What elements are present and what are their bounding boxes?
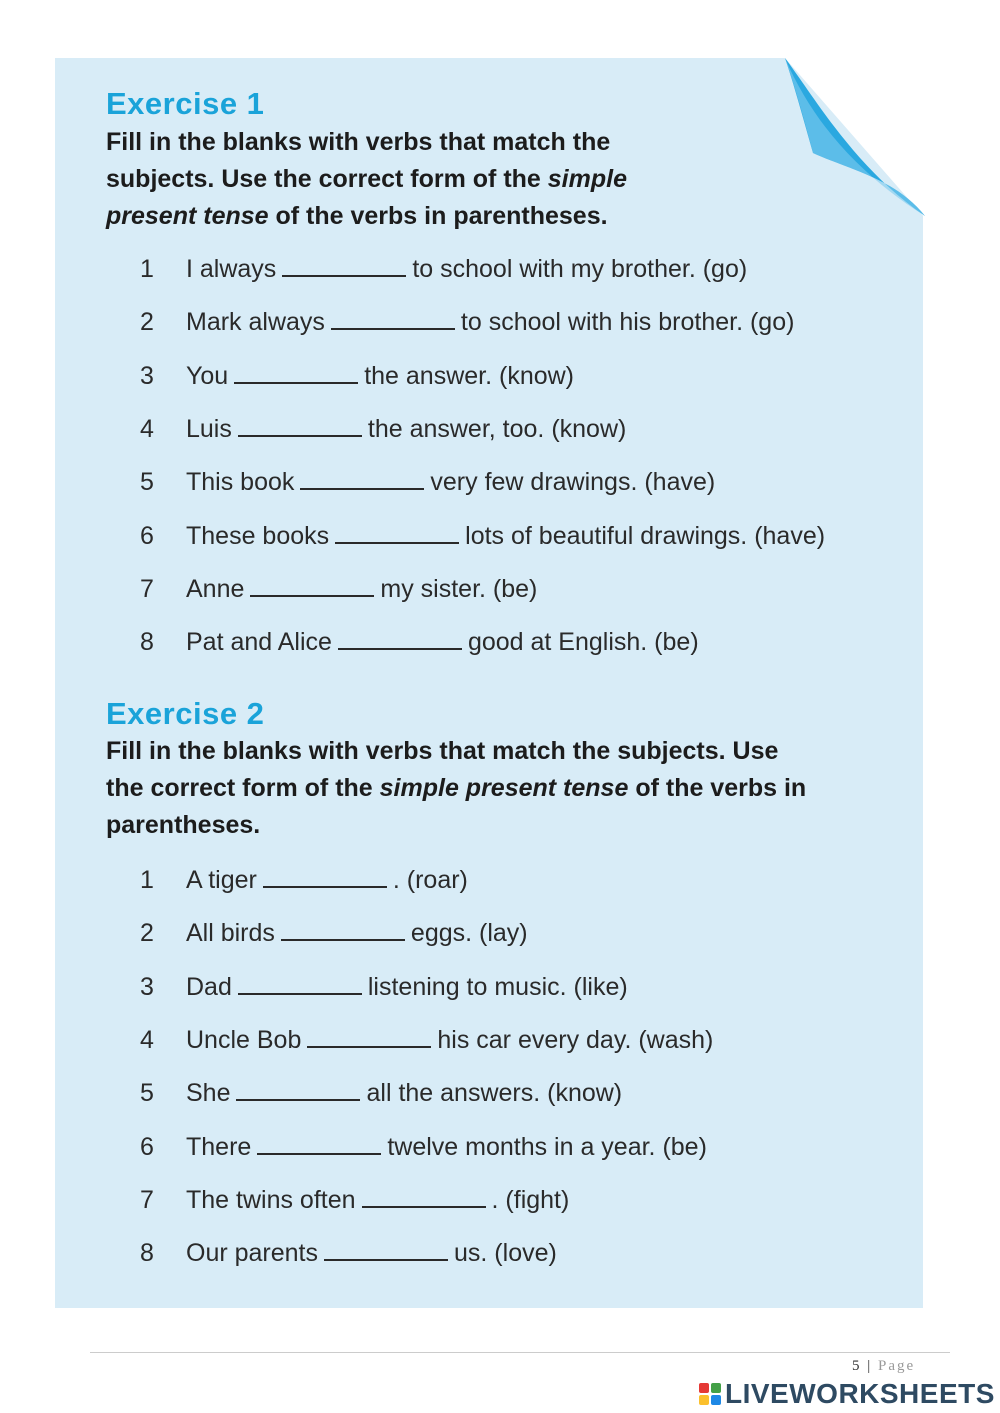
item-text-after: the answer, too. (know): [367, 414, 627, 443]
item-text-after: listening to music. (like): [367, 972, 628, 1001]
item-text-before: She: [186, 1079, 231, 1108]
exercise-item: [140, 255, 747, 284]
item-text-before: These books: [186, 521, 330, 550]
answer-blank[interactable]: [362, 1186, 486, 1208]
answer-blank[interactable]: [331, 308, 455, 330]
exercise-item: [140, 1239, 557, 1268]
item-number: 4: [140, 414, 154, 443]
item-text-before: This book: [186, 468, 295, 497]
answer-blank[interactable]: [307, 1026, 431, 1048]
item-text-before: Our parents: [186, 1239, 319, 1268]
item-text-before: The twins often: [186, 1185, 356, 1214]
instruction-line: Fill in the blanks with verbs that match the: [106, 128, 611, 156]
item-text-before: Pat and Alice: [186, 628, 332, 657]
exercise-item: [140, 308, 794, 337]
brand-name: LIVEWORKSHEETS: [725, 1378, 995, 1409]
exercise-item: [140, 628, 699, 657]
item-text-before: You: [186, 361, 229, 390]
item-text-after: . (roar): [392, 866, 468, 894]
item-text-before: Anne: [186, 574, 245, 603]
answer-blank[interactable]: [263, 866, 387, 888]
liveworksheets-logo: [698, 1378, 995, 1410]
item-text-after: to school with his brother. (go): [460, 308, 795, 337]
item-text-before: Dad: [186, 972, 232, 1001]
answer-blank[interactable]: [338, 628, 462, 650]
item-number: 3: [140, 361, 154, 390]
exercise-item: [140, 415, 626, 444]
item-text-after: . (fight): [491, 1185, 570, 1214]
item-text-after: very few drawings. (have): [430, 468, 716, 497]
exercise-1-instructions: [106, 124, 627, 235]
answer-blank[interactable]: [250, 575, 374, 597]
item-text-after: eggs. (lay): [410, 919, 528, 948]
item-text-after: twelve months in a year. (be): [387, 1132, 707, 1161]
answer-blank[interactable]: [236, 1079, 360, 1101]
item-text-before: A tiger: [186, 866, 257, 894]
answer-blank[interactable]: [257, 1133, 381, 1155]
exercise-1-title: Exercise 1: [106, 86, 265, 121]
exercise-2-title: Exercise 2: [106, 696, 265, 731]
exercise-item: [140, 362, 574, 391]
item-number: 5: [140, 1079, 154, 1108]
answer-blank[interactable]: [238, 415, 362, 437]
item-text-before: Luis: [186, 414, 232, 443]
answer-blank[interactable]: [282, 255, 406, 277]
answer-blank[interactable]: [238, 973, 362, 995]
exercise-item: [140, 575, 537, 604]
exercise-2-instructions: [106, 733, 806, 844]
page-number: 5 | Page: [852, 1358, 916, 1374]
answer-blank[interactable]: [234, 362, 358, 384]
item-number: 7: [140, 1185, 154, 1214]
exercise-panel: [55, 58, 923, 1308]
instruction-line: parentheses.: [106, 811, 261, 839]
item-number: 1: [140, 866, 154, 894]
item-text-after: to school with my brother. (go): [412, 255, 748, 283]
item-text-before: Uncle Bob: [186, 1025, 302, 1054]
item-text-before: All birds: [186, 919, 275, 948]
item-number: 8: [140, 1239, 154, 1268]
item-number: 5: [140, 468, 154, 497]
exercise-item: [140, 919, 528, 948]
item-text-before: There: [186, 1132, 252, 1161]
exercise-item: [140, 1026, 713, 1055]
instruction-line: the correct form of the simple present tense of the verbs in: [106, 774, 807, 802]
item-text-after: lots of beautiful drawings. (have): [465, 521, 826, 550]
item-number: 6: [140, 1132, 154, 1161]
item-text-after: all the answers. (know): [366, 1079, 623, 1108]
exercise-item: [140, 522, 825, 551]
instruction-line: subjects. Use the correct form of the simple: [106, 165, 627, 193]
exercise-item: [140, 1133, 707, 1162]
footer-divider: [90, 1352, 950, 1353]
exercise-item: [140, 1079, 622, 1108]
instruction-line: Fill in the blanks with verbs that match the subjects. Use: [106, 737, 779, 765]
page-curl-decoration: [785, 58, 925, 218]
item-number: 8: [140, 628, 154, 657]
item-text-after: the answer. (know): [364, 361, 575, 390]
item-number: 1: [140, 255, 154, 283]
exercise-item: [140, 973, 628, 1002]
exercise-item: [140, 468, 715, 497]
item-number: 2: [140, 308, 154, 337]
instruction-line: present tense of the verbs in parentheses.: [106, 202, 608, 230]
exercise-item: [140, 1186, 569, 1215]
item-number: 2: [140, 919, 154, 948]
item-text-after: my sister. (be): [380, 574, 538, 603]
answer-blank[interactable]: [300, 468, 424, 490]
item-number: 6: [140, 521, 154, 550]
answer-blank[interactable]: [324, 1239, 448, 1261]
answer-blank[interactable]: [281, 919, 405, 941]
item-number: 4: [140, 1025, 154, 1054]
exercise-item: [140, 866, 468, 895]
item-text-after: us. (love): [454, 1239, 557, 1268]
answer-blank[interactable]: [335, 522, 459, 544]
logo-icon: [698, 1382, 722, 1406]
item-number: 7: [140, 574, 154, 603]
item-text-before: I always: [186, 255, 277, 283]
item-text-after: good at English. (be): [467, 628, 699, 657]
item-number: 3: [140, 972, 154, 1001]
item-text-after: his car every day. (wash): [437, 1025, 714, 1054]
item-text-before: Mark always: [186, 308, 325, 337]
